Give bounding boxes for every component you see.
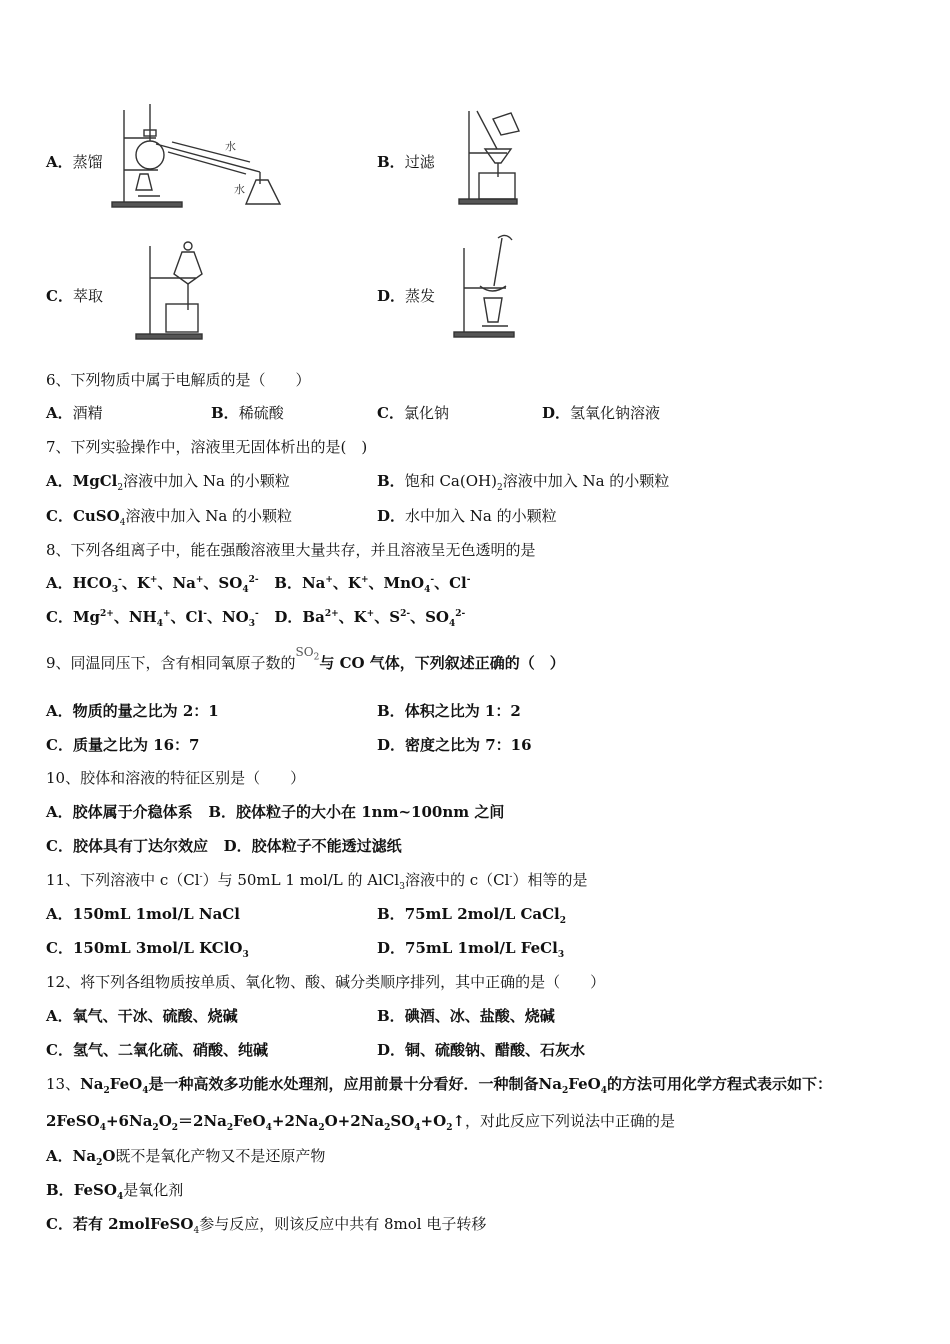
filtration-apparatus [455, 105, 530, 210]
q7-option-d[interactable]: D．水中加入 Na 的小颗粒 [377, 507, 557, 525]
q7-stem: 7、下列实验操作中，溶液里无固体析出的是( ) [46, 438, 368, 456]
q11-option-d[interactable]: D．75mL 1mol/L FeCl$_3$ [377, 939, 565, 960]
q7-option-b[interactable]: B．饱和 $Ca(OH)_2$溶液中加入 Na 的小颗粒 [377, 472, 670, 493]
q9-stem: 9、同温同压下，含有相同氧原子数的$^{SO_2}$与 CO 气体，下列叙述正确的（ ） [46, 645, 565, 672]
figure-b-caption: B．过滤 [377, 153, 435, 171]
q13-option-c[interactable]: C．若有 2molFeSO$_4$参与反应，则该反应中共有 8mol 电子转移 [46, 1215, 487, 1236]
so2-formula: SO2 [295, 645, 320, 663]
q13-option-b[interactable]: B．FeSO$_4$是氧化剂 [46, 1181, 184, 1202]
q10-stem: 10、胶体和溶液的特征区别是（ ） [46, 769, 306, 787]
q7-option-a[interactable]: A．MgCl$_2$溶液中加入 Na 的小颗粒 [46, 472, 290, 493]
q9-option-b[interactable]: B．体积之比为 1：2 [377, 702, 521, 720]
q10-option-a-b[interactable]: A．胶体属于介稳体系 B．胶体粒子的大小在 1nm~100nm 之间 [46, 803, 505, 821]
q8-stem: 8、下列各组离子中，能在强酸溶液里大量共存，并且溶液呈无色透明的是 [46, 541, 536, 559]
q9-option-d[interactable]: D．密度之比为 7：16 [377, 736, 532, 754]
q6-option-c[interactable]: C．氯化钠 [377, 404, 449, 422]
evaporation-apparatus [450, 232, 530, 342]
q12-option-b[interactable]: B．碘酒、冰、盐酸、烧碱 [377, 1007, 555, 1025]
q6-option-a[interactable]: A．酒精 [46, 404, 103, 422]
q6-option-b[interactable]: B．稀硫酸 [211, 404, 284, 422]
q9-option-c[interactable]: C．质量之比为 16：7 [46, 736, 200, 754]
figure-a-caption: A．蒸馏 [46, 153, 103, 171]
q11-option-b[interactable]: B．75mL 2mol/L CaCl$_2$ [377, 905, 567, 926]
q11-option-c[interactable]: C．150mL 3mol/L KClO$_3$ [46, 939, 249, 960]
q13-stem: 13、$Na_2FeO_4$是一种高效多功能水处理剂，应用前景十分看好．一种制备$Na_2FeO_4$的方法可用化学方程式表示如下： [46, 1075, 832, 1096]
water-label-top: 水 [225, 140, 236, 153]
q12-option-a[interactable]: A．氧气、干冰、硫酸、烧碱 [46, 1007, 238, 1025]
q8-option-c-d[interactable]: C．$Mg^{2+}$、$NH_4^+$、Cl-、$NO_3^-$ D．$Ba^{2+}$、K+、$S^{2-}$、$SO_4^{2-}$ [46, 608, 466, 629]
q12-option-c[interactable]: C．氢气、二氧化硫、硝酸、纯碱 [46, 1041, 268, 1059]
q11-option-a[interactable]: A．150mL 1mol/L NaCl [46, 905, 240, 923]
q13-equation: $2FeSO_4+6Na_2O_2=2Na_2FeO_4+2Na_2O+2Na_2SO_4+O_2↑$，对此反应下列说法中正确的是 [46, 1112, 676, 1133]
q12-option-d[interactable]: D．铜、硫酸钠、醋酸、石灰水 [377, 1041, 586, 1059]
q7-option-c[interactable]: C．CuSO$_4$溶液中加入 Na 的小颗粒 [46, 507, 293, 528]
q6-option-d[interactable]: D．氢氧化钠溶液 [542, 404, 661, 422]
q13-option-a[interactable]: A．$Na_2O$既不是氧化产物又不是还原产物 [46, 1147, 326, 1168]
q11-stem: 11、下列溶液中 c（Cl-）与 50mL 1 mol/L 的 AlCl$_3$溶液中的 c（Cl-）相等的是 [46, 871, 588, 892]
figure-c-caption: C．萃取 [46, 287, 103, 305]
q9-option-a[interactable]: A．物质的量之比为 2：1 [46, 702, 219, 720]
q12-stem: 12、将下列各组物质按单质、氧化物、酸、碱分类顺序排列，其中正确的是（ ） [46, 973, 606, 991]
extraction-apparatus [130, 240, 210, 345]
figure-d-caption: D．蒸发 [377, 287, 436, 305]
q10-option-c-d[interactable]: C．胶体具有丁达尔效应 D．胶体粒子不能透过滤纸 [46, 837, 402, 855]
q6-stem: 6、下列物质中属于电解质的是（ ） [46, 371, 311, 389]
water-label-bottom: 水 [234, 183, 245, 196]
distillation-apparatus [110, 100, 290, 210]
q8-option-a-b[interactable]: A．$HCO_3^-$、K+、Na+、$SO_4^{2-}$ B．Na+、K+、MnO$_4$-、Cl- [46, 574, 471, 595]
